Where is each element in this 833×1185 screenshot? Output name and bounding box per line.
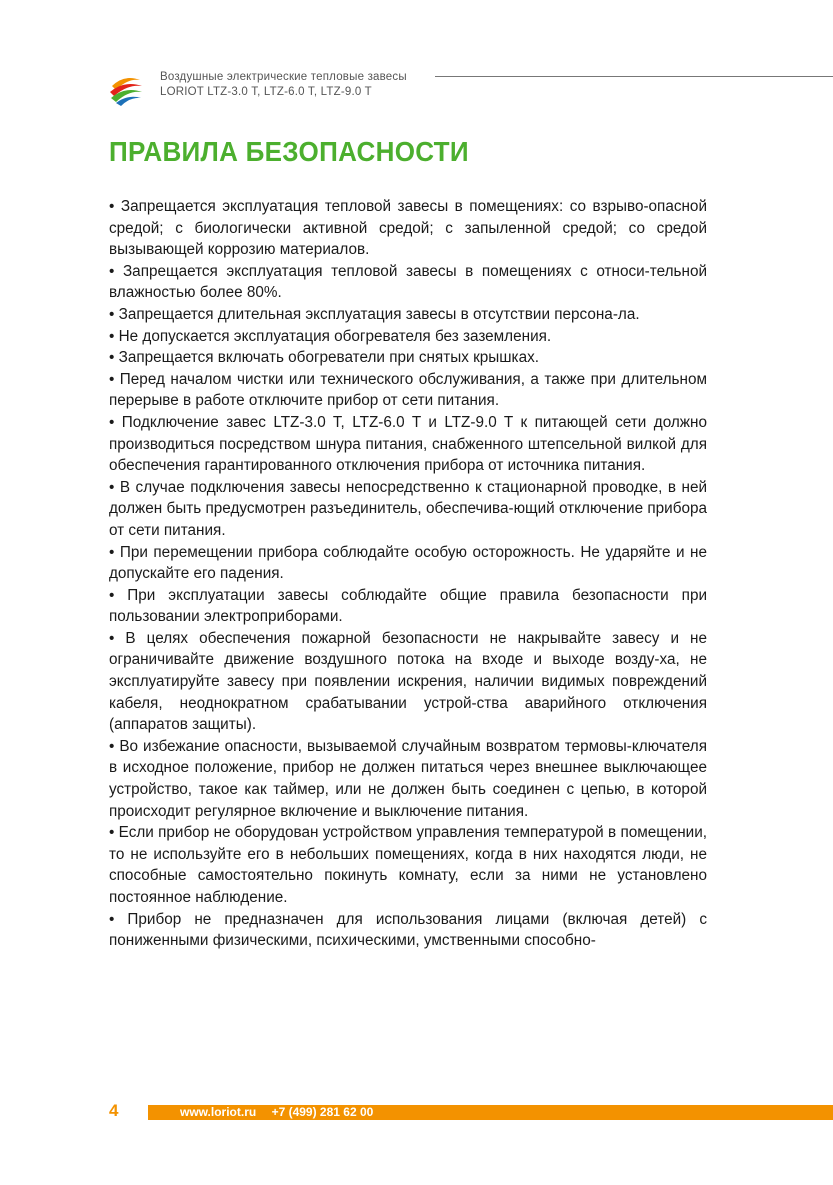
rule-paragraph: • В целях обеспечения пожарной безопасности не накрывайте завесу и не ограничивайте движение воздушного потока на входе и выходе возду-ха, не эксплуатируйте завесу при появлении искрения, наличии видимых повреждений кабеля, неоднократном срабатывании устрой-ства аварийного отключения (аппаратов защиты). (109, 629, 707, 734)
page-number: 4 (109, 1101, 119, 1120)
footer-phone: +7 (499) 281 62 00 (271, 1105, 374, 1119)
header-product-type: Воздушные электрические тепловые завесы (160, 71, 407, 83)
rule-paragraph: • Запрещается эксплуатация тепловой завесы в помещениях: со взрыво-опасной средой; с биологически активной средой; с запыленной средой; со средой вызывающей коррозию материалов. (109, 198, 707, 259)
rule-paragraph: • Прибор не предназначен для использования лицами (включая детей) с пониженными физическими, психическими, умственными способно- (109, 910, 707, 950)
rule-paragraph: • При перемещении прибора соблюдайте особую осторожность. Не ударяйте и не допускайте его падения. (109, 543, 707, 583)
rule-paragraph: • В случае подключения завесы непосредственно к стационарной проводке, в ней должен быть предусмотрен разъединитель, обеспечива-ющий отключение прибора от сети питания. (109, 478, 707, 539)
rule-paragraph: • При эксплуатации завесы соблюдайте общие правила безопасности при пользовании электроприборами. (109, 586, 707, 626)
rule-paragraph: • Запрещается длительная эксплуатация завесы в отсутствии персона-ла. (109, 305, 640, 323)
rule-paragraph: • Если прибор не оборудован устройством управления температурой в помещении, то не используйте его в небольших помещениях, когда в них находятся люди, не способные самостоятельно покинуть комнату, если за ними не установлено постоянное наблюдение. (109, 824, 707, 906)
header-divider (435, 76, 833, 77)
rule-paragraph: • Подключение завес LTZ-3.0 T, LTZ-6.0 T и LTZ-9.0 T к питающей сети должно производиться посредством шнура питания, снабженного штепсельной вилкой для обеспечения гарантированного отключения прибора от источника питания. (109, 413, 707, 475)
rule-paragraph: • Запрещается включать обогреватели при снятых крышках. (109, 349, 539, 367)
rule-paragraph: • Во избежание опасности, вызываемой случайным возвратом термовы-ключателя в исходное положение, прибор не должен питаться через внешнее выключающее устройство, такое как таймер, или не должен быть соединен с цепью, в которой происходит регулярное включение и выключение питания. (109, 737, 707, 820)
rule-paragraph: • Перед началом чистки или технического обслуживания, а также при длительном перерыве в работе отключите прибор от сети питания. (109, 370, 707, 410)
rule-paragraph: • Не допускается эксплуатация обогревателя без заземления. (109, 327, 552, 345)
footer-website-link[interactable]: www.loriot.ru (180, 1105, 257, 1119)
document-header (160, 70, 407, 100)
rule-paragraph: • Запрещается эксплуатация тепловой завесы в помещениях с относи-тельной влажностью более 80%. (109, 262, 707, 302)
loriot-logo-icon (108, 72, 144, 108)
safety-rules-text (109, 196, 707, 952)
footer-contacts (180, 1105, 385, 1120)
header-model-list: LORIOT LTZ-3.0 T, LTZ-6.0 T, LTZ-9.0 T (160, 86, 372, 98)
page-title: ПРАВИЛА БЕЗОПАСНОСТИ (109, 136, 469, 167)
